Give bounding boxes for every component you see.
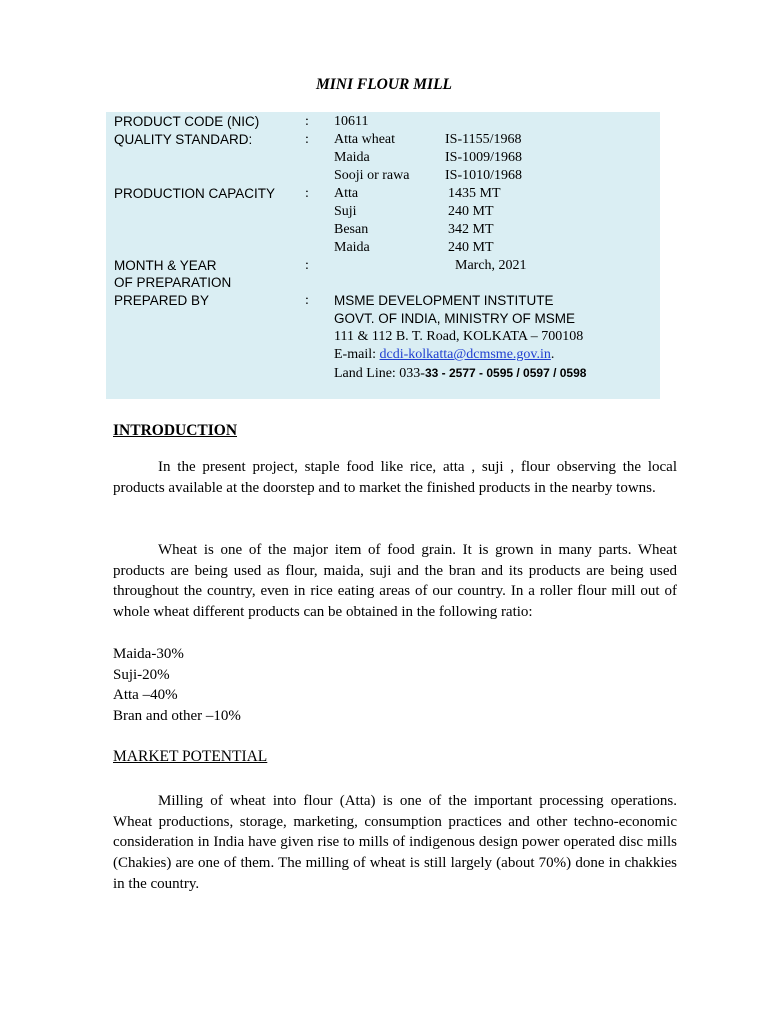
month-year-value: March, 2021 [455, 258, 527, 273]
landline-line [334, 364, 586, 383]
email-link[interactable]: dcdi-kolkatta@dcmsme.gov.in [379, 347, 551, 362]
quality-item-name: Sooji or rawa [334, 168, 410, 183]
capacity-item-name: Besan [334, 222, 369, 237]
month-year-label-line2: OF PREPARATION [114, 275, 232, 290]
colon: : [305, 132, 309, 147]
quality-item-standard: IS-1155/1968 [445, 132, 522, 147]
capacity-item-qty: 342 MT [448, 222, 494, 237]
ratio-list [113, 644, 241, 727]
market-paragraph [113, 791, 677, 895]
quality-standard-label: QUALITY STANDARD: [114, 132, 253, 147]
ratio-item: Atta –40% [113, 687, 178, 704]
landline-prefix: Land Line: 033- [334, 366, 425, 381]
capacity-item-qty: 240 MT [448, 204, 494, 219]
capacity-item-qty: 240 MT [448, 240, 494, 255]
email-prefix: E-mail: [334, 347, 380, 362]
landline-numbers: 33 - 2577 - 0595 / 0597 / 0598 [424, 366, 587, 380]
colon: : [305, 114, 309, 129]
quality-item-standard: IS-1009/1968 [445, 150, 522, 165]
introduction-heading: INTRODUCTION [113, 422, 238, 439]
colon: : [305, 186, 309, 201]
colon: : [305, 258, 309, 273]
product-code-value: 10611 [334, 114, 369, 129]
document-title: MINI FLOUR MILL [315, 76, 453, 93]
month-year-label: MONTH & YEAR [114, 258, 217, 273]
capacity-item-name: Atta [334, 186, 359, 201]
email-line [334, 346, 554, 364]
quality-item-name: Maida [334, 150, 370, 165]
ratio-item: Bran and other –10% [113, 708, 241, 725]
paragraph-text: In the present project, staple food like rice, atta , suji , flour observing the local products available at the doorstep and to market the finished products in the nearby towns. [113, 459, 677, 496]
paragraph-text: Wheat is one of the major item of food grain. It is grown in many parts. Wheat products are being used as flour, maida, suji and the bran and its products are being used throughout the country, even in rice eating areas of our country. In a roller flour mill out of whole wheat different products can be obtained in the following ratio: [113, 542, 677, 621]
introduction-paragraph-1 [113, 457, 677, 498]
quality-item-name: Atta wheat [334, 132, 396, 147]
prepared-by-line: MSME DEVELOPMENT INSTITUTE [334, 293, 554, 308]
ratio-item: Suji-20% [113, 666, 170, 683]
product-code-label: PRODUCT CODE (NIC) [114, 114, 260, 129]
prepared-by-line: 111 & 112 B. T. Road, KOLKATA – 700108 [334, 329, 584, 344]
capacity-item-qty: 1435 MT [448, 186, 501, 201]
capacity-item-name: Maida [334, 240, 370, 255]
market-potential-heading: MARKET POTENTIAL [113, 748, 268, 765]
prepared-by-label: PREPARED BY [114, 293, 210, 308]
introduction-paragraph-2 [113, 540, 677, 623]
capacity-item-name: Suji [334, 204, 357, 219]
colon: : [305, 293, 309, 308]
ratio-item: Maida-30% [113, 646, 184, 662]
quality-item-standard: IS-1010/1968 [445, 168, 522, 183]
email-suffix: . [550, 347, 555, 362]
production-capacity-label: PRODUCTION CAPACITY [114, 186, 276, 201]
paragraph-text: Milling of wheat into flour (Atta) is one of the important processing operations. Wheat productions, storage, marketing, consumption practices and other techno-economic consideration in India have given rise to mills of indigenous design power operated disc mills (Chakies) are one of them. The milling of wheat is still largely (about 70%) done in chakkies in the country. [113, 793, 677, 892]
prepared-by-line: GOVT. OF INDIA, MINISTRY OF MSME [334, 311, 576, 326]
